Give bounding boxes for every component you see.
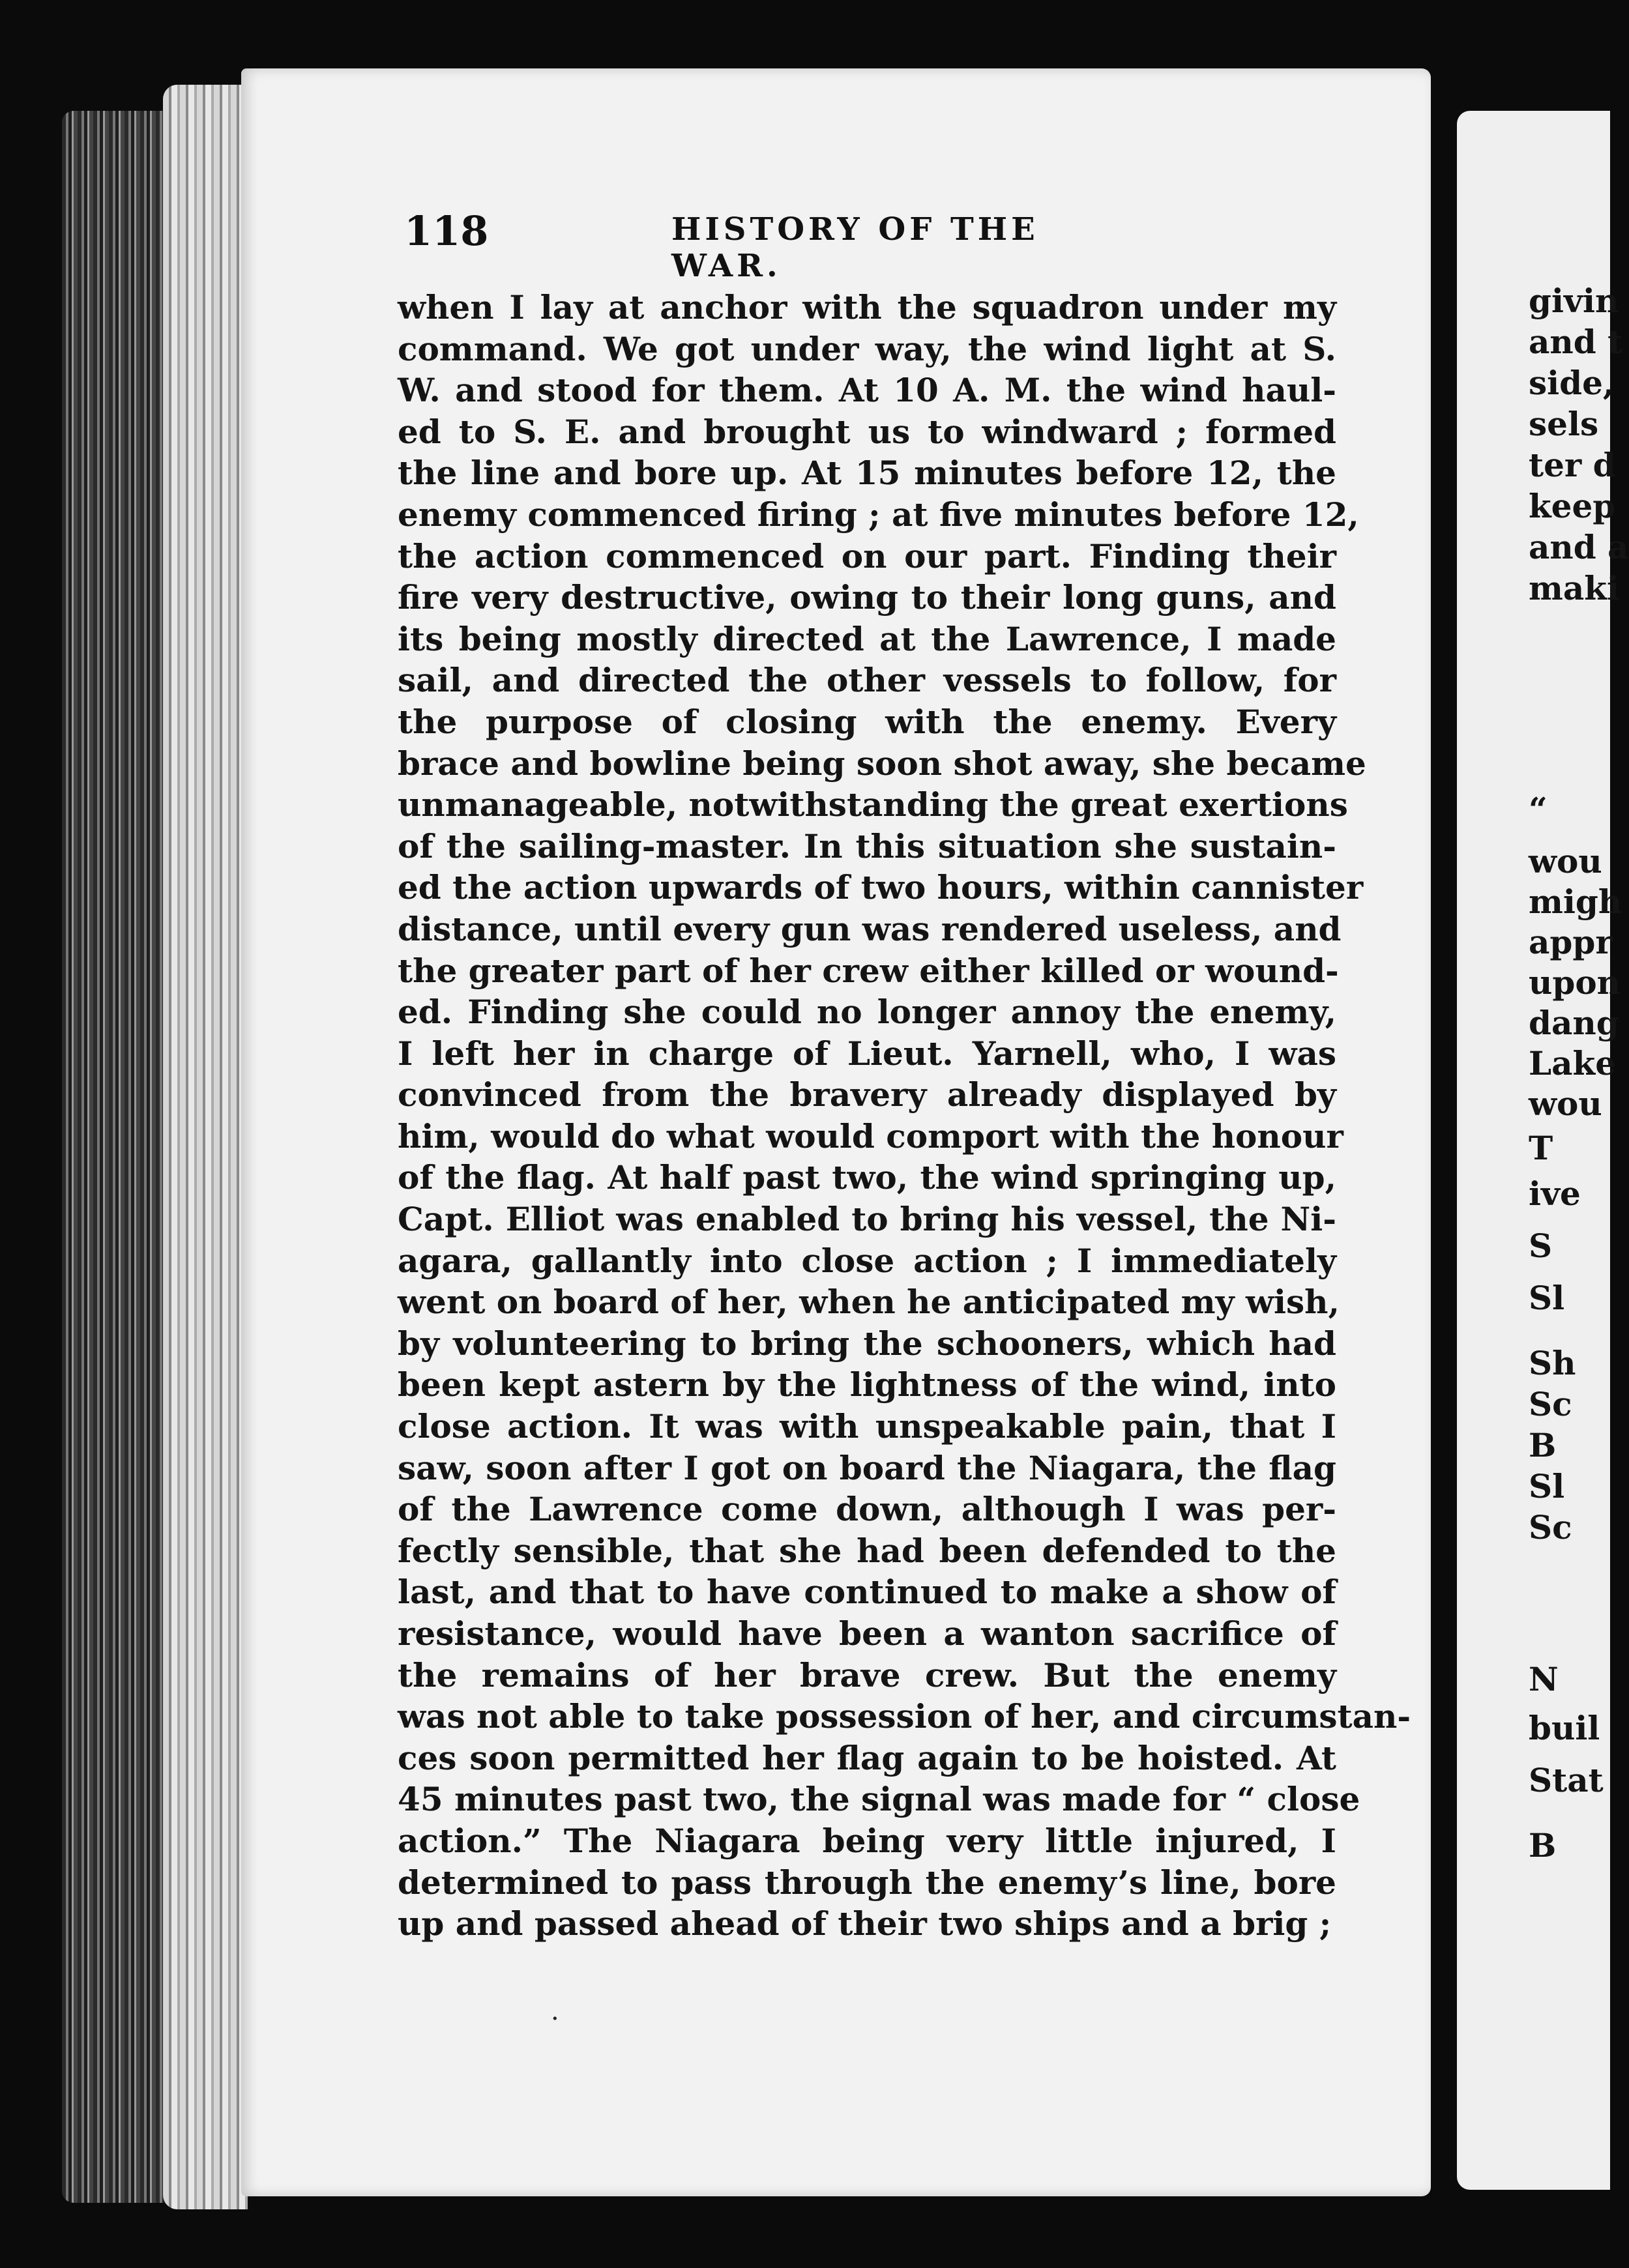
text-line: saw, soon after I got on board the Niagara, the flag bbox=[398, 1448, 1336, 1487]
facing-page-fragment: S bbox=[1529, 1227, 1553, 1265]
facing-page-fragment: and t bbox=[1529, 323, 1623, 361]
running-head: HISTORY OF THE WAR. bbox=[671, 211, 1039, 284]
text-line: the remains of her brave crew. But the enemy bbox=[398, 1655, 1336, 1694]
text-line: sail, and directed the other vessels to follow, for bbox=[398, 661, 1336, 700]
facing-page-fragment: B bbox=[1529, 1826, 1557, 1865]
text-line: ed to S. E. and brought us to windward ; formed bbox=[398, 412, 1336, 451]
facing-page-fragment: upon bbox=[1529, 963, 1621, 1002]
text-line: by volunteering to bring the schooners, which had bbox=[398, 1324, 1336, 1363]
text-line: fectly sensible, that she had been defended to the bbox=[398, 1531, 1336, 1570]
text-line: resistance, would have been a wanton sacrifice of bbox=[398, 1614, 1336, 1653]
text-line: was not able to take possession of her, and circumstan- bbox=[398, 1697, 1411, 1736]
text-line: him, would do what would comport with the honour bbox=[398, 1116, 1343, 1156]
text-line: determined to pass through the enemy’s line, bore bbox=[398, 1863, 1336, 1902]
page-header bbox=[404, 207, 1151, 284]
facing-page-fragment: migh bbox=[1529, 882, 1622, 921]
text-line: of the Lawrence come down, although I was per- bbox=[398, 1490, 1336, 1529]
facing-page-fragment: and a bbox=[1529, 528, 1629, 566]
facing-page-fragment: B bbox=[1529, 1426, 1557, 1464]
facing-page-fragment: Sc bbox=[1529, 1508, 1572, 1547]
page-edges bbox=[163, 85, 248, 2209]
stray-mark: · bbox=[551, 2004, 559, 2034]
facing-page-fragment: Lake bbox=[1529, 1044, 1617, 1083]
facing-page-fragment: wou bbox=[1529, 1084, 1602, 1123]
facing-page-fragment: Stat bbox=[1529, 1761, 1604, 1799]
text-line: went on board of her, when he anticipated my wish, bbox=[398, 1283, 1340, 1322]
text-line: the action commenced on our part. Finding their bbox=[398, 536, 1336, 575]
facing-page-fragment: side, bbox=[1529, 364, 1615, 402]
facing-page-fragment: dang bbox=[1529, 1004, 1619, 1042]
text-line: ces soon permitted her flag again to be hoisted. At bbox=[398, 1738, 1336, 1777]
facing-page-fragment: N bbox=[1529, 1660, 1559, 1698]
text-line: W. and stood for them. At 10 A. M. the wind haul- bbox=[398, 371, 1336, 410]
text-line: convinced from the bravery already displayed by bbox=[398, 1075, 1336, 1114]
facing-page-fragment: Sl bbox=[1529, 1467, 1565, 1505]
text-line: when I lay at anchor with the squadron under my bbox=[398, 288, 1336, 327]
text-line: up and passed ahead of their two ships and a brig ; bbox=[398, 1904, 1332, 1943]
facing-page-fragment: T bbox=[1529, 1129, 1553, 1167]
facing-page-fragment: keep bbox=[1529, 487, 1616, 525]
facing-page-fragment: buil bbox=[1529, 1709, 1600, 1747]
text-line: 45 minutes past two, the signal was made for “ close bbox=[398, 1780, 1360, 1819]
text-line: agara, gallantly into close action ; I immediately bbox=[398, 1241, 1336, 1280]
body-text bbox=[398, 287, 1411, 1945]
facing-page-fragment: sels bbox=[1529, 405, 1599, 443]
text-line: been kept astern by the lightness of the wind, into bbox=[398, 1365, 1336, 1404]
text-line: its being mostly directed at the Lawrence, I made bbox=[398, 619, 1336, 658]
text-line: the purpose of closing with the enemy. Every bbox=[398, 702, 1336, 741]
facing-page-fragment: Sh bbox=[1529, 1344, 1576, 1382]
facing-page-fragment: wou bbox=[1529, 842, 1602, 880]
text-line: enemy commenced firing ; at five minutes before 12, bbox=[398, 495, 1359, 534]
text-line: close action. It was with unspeakable pain, that I bbox=[398, 1407, 1336, 1446]
facing-page-fragment: ter d bbox=[1529, 446, 1616, 484]
text-line: unmanageable, notwithstanding the great exertions bbox=[398, 785, 1348, 824]
text-line: Capt. Elliot was enabled to bring his vessel, the Ni- bbox=[398, 1200, 1336, 1239]
text-line: action.” The Niagara being very little injured, I bbox=[398, 1821, 1336, 1860]
text-line: ed. Finding she could no longer annoy the enemy, bbox=[398, 993, 1336, 1032]
text-line: the greater part of her crew either killed or wound- bbox=[398, 951, 1339, 990]
facing-page-fragment: givin bbox=[1529, 282, 1619, 320]
facing-page-fragment: “ bbox=[1529, 790, 1548, 828]
facing-page-text bbox=[1529, 280, 1629, 1910]
facing-page-fragment: appr bbox=[1529, 923, 1613, 961]
text-line: of the sailing-master. In this situation she sustain- bbox=[398, 826, 1336, 865]
book-spine bbox=[62, 111, 166, 2203]
text-line: the line and bore up. At 15 minutes before 12, the bbox=[398, 454, 1336, 493]
text-line: ed the action upwards of two hours, within cannister bbox=[398, 868, 1364, 907]
text-line: distance, until every gun was rendered useless, and bbox=[398, 909, 1342, 948]
facing-page-fragment: Sl bbox=[1529, 1279, 1565, 1317]
text-line: last, and that to have continued to make a show of bbox=[398, 1573, 1336, 1612]
text-line: of the flag. At half past two, the wind springing up, bbox=[398, 1158, 1336, 1197]
text-line: command. We got under way, the wind light at S. bbox=[398, 329, 1336, 368]
text-line: fire very destructive, owing to their long guns, and bbox=[398, 578, 1336, 617]
page-number: 118 bbox=[404, 207, 489, 255]
facing-page-fragment: Sc bbox=[1529, 1385, 1572, 1423]
facing-page-fragment: ive bbox=[1529, 1174, 1581, 1213]
text-line: I left her in charge of Lieut. Yarnell, who, I was bbox=[398, 1034, 1336, 1073]
text-line: brace and bowline being soon shot away, she became bbox=[398, 744, 1366, 783]
facing-page-fragment: maki bbox=[1529, 569, 1619, 607]
